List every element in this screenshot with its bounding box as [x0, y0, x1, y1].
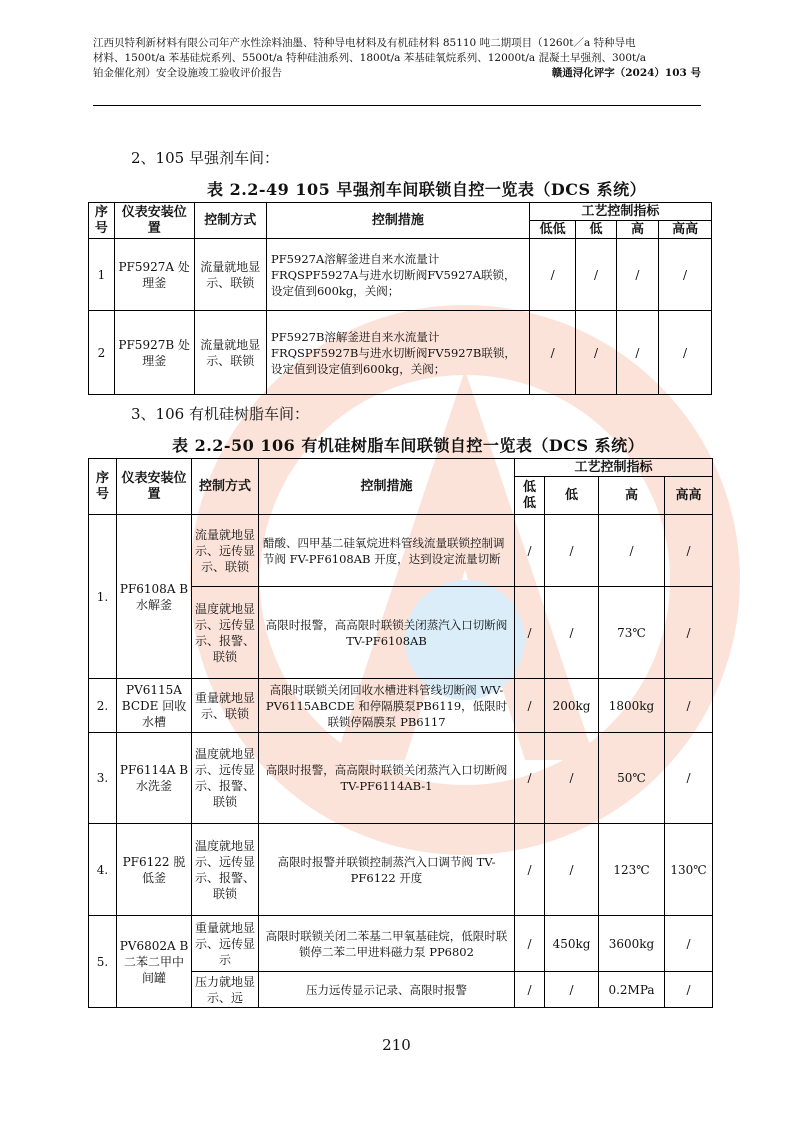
row-l: / — [545, 515, 599, 587]
row-no: 2. — [89, 679, 117, 733]
row-h: / — [616, 239, 658, 311]
row-h: / — [616, 311, 658, 395]
row-h: 50℃ — [599, 733, 665, 824]
row-no: 4. — [89, 824, 117, 916]
row-measure: 高限时报警并联锁控制蒸汽入口调节阀 TV-PF6122 开度 — [259, 824, 515, 916]
row-h: 123℃ — [599, 824, 665, 916]
col-high: 高 — [599, 477, 665, 515]
col-mode: 控制方式 — [194, 203, 266, 239]
row-hh: 130℃ — [665, 824, 713, 916]
row-l: 200kg — [545, 679, 599, 733]
row-no: 2 — [89, 311, 115, 395]
table-caption-2-2-49: 表 2.2-49 105 早强剂车间联锁自控一览表（DCS 系统） — [207, 180, 647, 199]
table-row — [89, 733, 713, 824]
row-location: PV6115A BCDE 回收水槽 — [117, 679, 192, 733]
row-mode: 压力就地显示、远 — [192, 972, 259, 1008]
row-mode: 重量就地显示、联锁 — [192, 679, 259, 733]
row-ll: / — [515, 824, 545, 916]
row-h: 0.2MPa — [599, 972, 665, 1008]
col-low-low: 低低 — [515, 477, 545, 515]
row-h: / — [599, 515, 665, 587]
col-high-high: 高高 — [665, 477, 713, 515]
row-mode: 温度就地显示、远传显示、报警、联锁 — [192, 733, 259, 824]
row-mode: 温度就地显示、远传显示、报警、联锁 — [192, 824, 259, 916]
row-no: 1 — [89, 239, 115, 311]
table-row — [89, 239, 712, 311]
row-ll: / — [515, 916, 545, 972]
row-l: / — [576, 311, 616, 395]
row-no: 5. — [89, 916, 117, 1008]
col-location: 仪表安装位置 — [117, 459, 192, 515]
row-measure: 醋酸、四甲基二硅氧烷进料管线流量联锁控制调节阀 FV-PF6108AB 开度，达到设定流量切断 — [259, 515, 515, 587]
row-location: PV6802A B 二苯二甲中间罐 — [117, 916, 192, 1008]
row-l: / — [545, 587, 599, 679]
table-caption-2-2-50: 表 2.2-50 106 有机硅树脂车间联锁自控一览表（DCS 系统） — [172, 436, 645, 455]
page-header — [93, 36, 701, 81]
table-row — [89, 311, 712, 395]
row-ll: / — [529, 311, 576, 395]
row-measure: 高限时联锁关闭回收水槽进料管线切断阀 WV-PV6115ABCDE 和停隔膜泵PB6119，低限时联锁停隔膜泵 PB6117 — [259, 679, 515, 733]
row-hh: / — [659, 311, 712, 395]
row-hh: / — [665, 972, 713, 1008]
header-divider — [93, 105, 701, 106]
row-l: / — [576, 239, 616, 311]
col-location: 仪表安装位置 — [114, 203, 194, 239]
row-location: PF6122 脱低釜 — [117, 824, 192, 916]
row-hh: / — [665, 515, 713, 587]
col-low: 低 — [545, 477, 599, 515]
row-measure: 高限时报警，高高限时联锁关闭蒸汽入口切断阀 TV-PF6108AB — [259, 587, 515, 679]
table-row — [89, 679, 713, 733]
row-hh: / — [665, 679, 713, 733]
row-mode: 温度就地显示、远传显示、报警、联锁 — [192, 587, 259, 679]
page-number: 210 — [382, 1036, 411, 1054]
row-mode: 重量就地显示、远传显示 — [192, 916, 259, 972]
table-row — [89, 916, 713, 972]
col-indicators: 工艺控制指标 — [529, 203, 711, 221]
row-location: PF6108A B 水解釜 — [117, 515, 192, 679]
row-hh: / — [665, 733, 713, 824]
header-line-3: 铂金催化剂）安全设施竣工验收评价报告 — [93, 67, 282, 79]
row-no: 3. — [89, 733, 117, 824]
col-mode: 控制方式 — [192, 459, 259, 515]
row-hh: / — [665, 916, 713, 972]
row-h: 73℃ — [599, 587, 665, 679]
col-low-low: 低低 — [529, 221, 576, 239]
row-l: 450kg — [545, 916, 599, 972]
row-l: / — [545, 972, 599, 1008]
row-location: PF5927B 处理釜 — [114, 311, 194, 395]
row-mode: 流量就地显示、联锁 — [194, 239, 266, 311]
document-number: 赣通浔化评字（2024）103 号 — [551, 67, 701, 79]
row-measure: PF5927B溶解釜进自来水流量计FRQSPF5927B与进水切断阀FV5927B联锁，设定值到设定值到600kg，关阀； — [266, 311, 529, 395]
col-no: 序号 — [89, 203, 115, 239]
col-low: 低 — [576, 221, 616, 239]
row-h: 1800kg — [599, 679, 665, 733]
row-no: 1. — [89, 515, 117, 679]
col-no: 序号 — [89, 459, 117, 515]
header-line-2: 材料、1500t/a 苯基硅烷系列、5500t/a 特种硅油系列、1800t/a 苯基硅氧烷系列、12000t/a 混凝土早强剂、300t/a — [93, 52, 647, 64]
row-ll: / — [529, 239, 576, 311]
row-measure: 高限时联锁关闭二苯基二甲氧基硅烷，低限时联锁停二苯二甲进料磁力泵 PP6802 — [259, 916, 515, 972]
col-measure: 控制措施 — [266, 203, 529, 239]
interlock-table-106 — [88, 458, 713, 1008]
row-h: 3600kg — [599, 916, 665, 972]
row-hh: / — [659, 239, 712, 311]
row-measure: PF5927A溶解釜进自来水流量计FRQSPF5927A与进水切断阀FV5927A联锁，设定值到600kg，关阀； — [266, 239, 529, 311]
section-heading-106: 3、106 有机硅树脂车间： — [131, 405, 309, 423]
col-indicators: 工艺控制指标 — [515, 459, 713, 477]
row-mode: 流量就地显示、远传显示、联锁 — [192, 515, 259, 587]
col-high-high: 高高 — [659, 221, 712, 239]
table-row — [89, 515, 713, 587]
section-heading-105: 2、105 早强剂车间： — [131, 149, 279, 167]
row-measure: 压力远传显示记录、高限时报警 — [259, 972, 515, 1008]
col-high: 高 — [616, 221, 658, 239]
row-ll: / — [515, 733, 545, 824]
row-ll: / — [515, 515, 545, 587]
row-hh: / — [665, 587, 713, 679]
header-line-1: 江西贝特利新材料有限公司年产水性涂料油墨、特种导电材料及有机硅材料 85110 吨二期项目（1260t／a 特种导电 — [93, 37, 636, 49]
row-mode: 流量就地显示、联锁 — [194, 311, 266, 395]
table-row — [89, 824, 713, 916]
interlock-table-105 — [88, 202, 712, 395]
col-measure: 控制措施 — [259, 459, 515, 515]
row-l: / — [545, 733, 599, 824]
row-l: / — [545, 824, 599, 916]
row-measure: 高限时报警，高高限时联锁关闭蒸汽入口切断阀 TV-PF6114AB-1 — [259, 733, 515, 824]
row-ll: / — [515, 972, 545, 1008]
row-location: PF6114A B 水洗釜 — [117, 733, 192, 824]
row-ll: / — [515, 679, 545, 733]
row-location: PF5927A 处理釜 — [114, 239, 194, 311]
row-ll: / — [515, 587, 545, 679]
